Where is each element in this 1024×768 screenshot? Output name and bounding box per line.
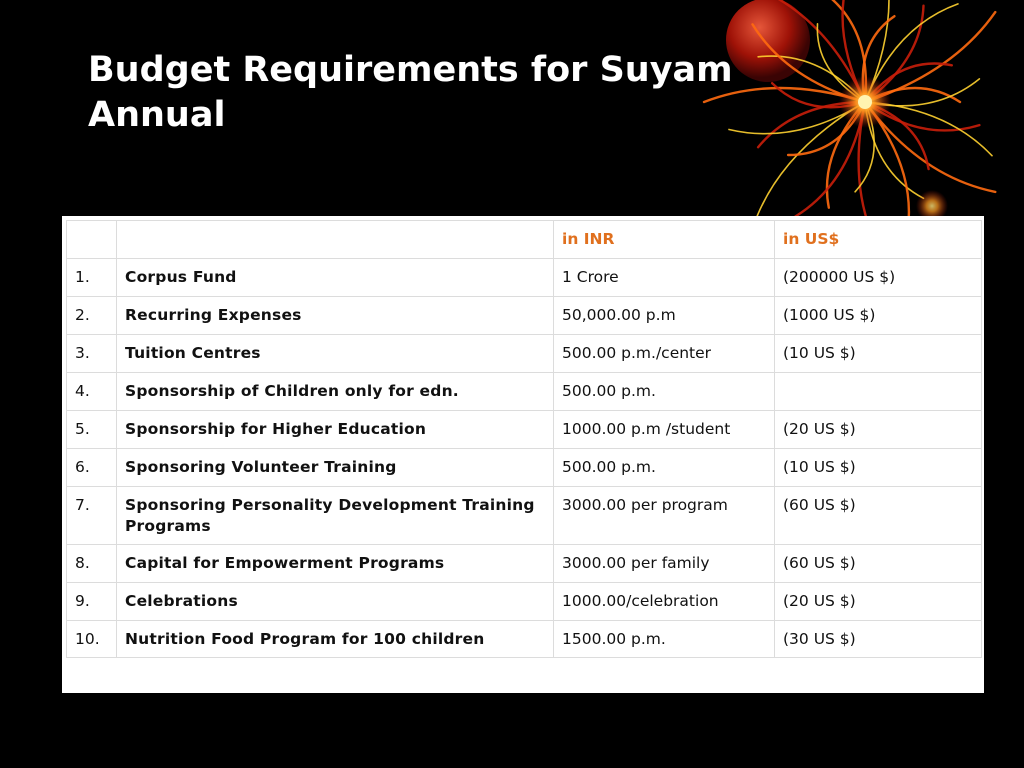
row-number: 1. bbox=[67, 259, 117, 297]
table-header-row bbox=[67, 221, 982, 259]
row-usd: (60 US $) bbox=[775, 487, 982, 545]
row-number: 3. bbox=[67, 335, 117, 373]
row-inr: 1500.00 p.m. bbox=[554, 621, 775, 658]
row-inr: 3000.00 per family bbox=[554, 545, 775, 583]
row-item: Recurring Expenses bbox=[117, 297, 554, 335]
budget-table bbox=[66, 220, 982, 658]
row-number: 4. bbox=[67, 373, 117, 411]
table-row bbox=[67, 411, 982, 449]
row-item: Sponsoring Personality Development Training Programs bbox=[117, 487, 554, 545]
row-number: 9. bbox=[67, 583, 117, 621]
row-item: Sponsoring Volunteer Training bbox=[117, 449, 554, 487]
row-item: Celebrations bbox=[117, 583, 554, 621]
row-number: 6. bbox=[67, 449, 117, 487]
table-row bbox=[67, 373, 982, 411]
row-inr: 500.00 p.m./center bbox=[554, 335, 775, 373]
row-usd: (30 US $) bbox=[775, 621, 982, 658]
row-usd: (200000 US $) bbox=[775, 259, 982, 297]
row-inr: 500.00 p.m. bbox=[554, 373, 775, 411]
row-number: 7. bbox=[67, 487, 117, 545]
header-item bbox=[117, 221, 554, 259]
table-row bbox=[67, 487, 982, 545]
row-item: Sponsorship for Higher Education bbox=[117, 411, 554, 449]
header-number bbox=[67, 221, 117, 259]
row-item: Sponsorship of Children only for edn. bbox=[117, 373, 554, 411]
row-number: 8. bbox=[67, 545, 117, 583]
header-inr: in INR bbox=[554, 221, 775, 259]
row-usd: (60 US $) bbox=[775, 545, 982, 583]
row-number: 5. bbox=[67, 411, 117, 449]
title-line-1: Budget Requirements for Suyam bbox=[88, 50, 733, 90]
row-usd: (20 US $) bbox=[775, 583, 982, 621]
row-number: 2. bbox=[67, 297, 117, 335]
table-row bbox=[67, 621, 982, 658]
row-usd: (1000 US $) bbox=[775, 297, 982, 335]
row-usd: (10 US $) bbox=[775, 335, 982, 373]
row-inr: 1000.00 p.m /student bbox=[554, 411, 775, 449]
row-usd bbox=[775, 373, 982, 411]
row-usd: (20 US $) bbox=[775, 411, 982, 449]
table-row bbox=[67, 583, 982, 621]
row-item: Capital for Empowerment Programs bbox=[117, 545, 554, 583]
row-inr: 1000.00/celebration bbox=[554, 583, 775, 621]
row-inr: 500.00 p.m. bbox=[554, 449, 775, 487]
row-inr: 1 Crore bbox=[554, 259, 775, 297]
row-item: Tuition Centres bbox=[117, 335, 554, 373]
row-item: Nutrition Food Program for 100 children bbox=[117, 621, 554, 658]
header-usd: in US$ bbox=[775, 221, 982, 259]
row-number: 10. bbox=[67, 621, 117, 658]
slide-title bbox=[88, 48, 848, 138]
row-inr: 50,000.00 p.m bbox=[554, 297, 775, 335]
row-inr: 3000.00 per program bbox=[554, 487, 775, 545]
budget-table-container bbox=[62, 216, 984, 693]
table-row bbox=[67, 335, 982, 373]
title-line-2: Annual bbox=[88, 95, 226, 135]
row-item: Corpus Fund bbox=[117, 259, 554, 297]
table-row bbox=[67, 297, 982, 335]
table-row bbox=[67, 259, 982, 297]
table-row bbox=[67, 449, 982, 487]
row-usd: (10 US $) bbox=[775, 449, 982, 487]
table-row bbox=[67, 545, 982, 583]
